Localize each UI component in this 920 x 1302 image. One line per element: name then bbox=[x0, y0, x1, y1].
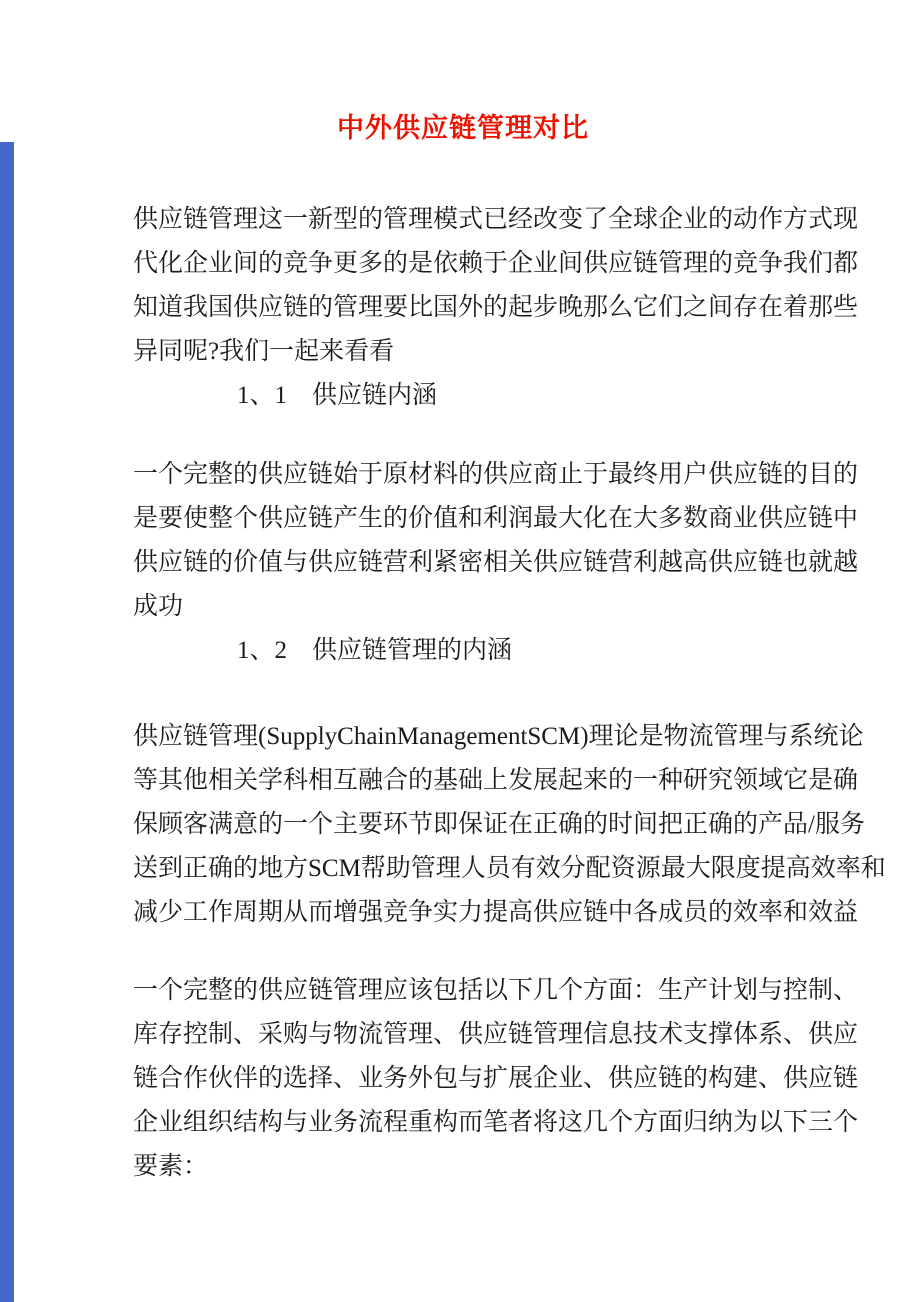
text-line: 供应链的价值与供应链营利紧密相关供应链营利越高供应链也就越 bbox=[133, 549, 859, 576]
text-line: 链合作伙伴的选择、业务外包与扩展企业、供应链的构建、供应链 bbox=[133, 1065, 859, 1092]
text-line: 库存控制、采购与物流管理、供应链管理信息技术支撑体系、供应 bbox=[133, 1021, 859, 1048]
paragraph-2 bbox=[133, 453, 859, 629]
text-line: 企业组织结构与业务流程重构而笔者将这几个方面归纳为以下三个 bbox=[133, 1109, 859, 1136]
text-line: 减少工作周期从而增强竞争实力提高供应链中各成员的效率和效益 bbox=[133, 899, 859, 926]
text-column bbox=[133, 0, 886, 1189]
text-line: 一个完整的供应链管理应该包括以下几个方面：生产计划与控制、 bbox=[133, 977, 859, 1004]
text-line: 保顾客满意的一个主要环节即保证在正确的时间把正确的产品/服务 bbox=[133, 811, 865, 838]
text-line: 是要使整个供应链产生的价值和利润最大化在大多数商业供应链中 bbox=[133, 505, 859, 532]
text-line: 等其他相关学科相互融合的基础上发展起来的一种研究领域它是确 bbox=[133, 767, 859, 794]
paragraph-3 bbox=[133, 715, 886, 935]
text-line: 一个完整的供应链始于原材料的供应商止于最终用户供应链的目的 bbox=[133, 461, 859, 488]
paragraph-1 bbox=[133, 198, 859, 374]
text-line: 代化企业间的竞争更多的是依赖于企业间供应链管理的竞争我们都 bbox=[133, 250, 859, 277]
text-line: 成功 bbox=[133, 593, 184, 620]
text-line: 要素： bbox=[133, 1153, 209, 1180]
section-heading-2 bbox=[133, 629, 793, 673]
heading-line: 1、2 供应链管理的内涵 bbox=[237, 637, 513, 664]
document-title: 中外供应链管理对比 bbox=[337, 113, 589, 143]
text-line: 异同呢?我们一起来看看 bbox=[133, 338, 395, 365]
text-line: 知道我国供应链的管理要比国外的起步晚那么它们之间存在着那些 bbox=[133, 294, 859, 321]
heading-line: 1、1 供应链内涵 bbox=[237, 382, 438, 409]
text-line: 送到正确的地方SCM帮助管理人员有效分配资源最大限度提高效率和 bbox=[133, 855, 886, 882]
text-line: 供应链管理这一新型的管理模式已经改变了全球企业的动作方式现 bbox=[133, 206, 859, 233]
left-scrollbar[interactable] bbox=[0, 142, 14, 1302]
paragraph-4 bbox=[133, 969, 859, 1189]
section-heading-1 bbox=[133, 374, 793, 418]
text-line: 供应链管理(SupplyChainManagementSCM)理论是物流管理与系统论 bbox=[133, 723, 864, 750]
